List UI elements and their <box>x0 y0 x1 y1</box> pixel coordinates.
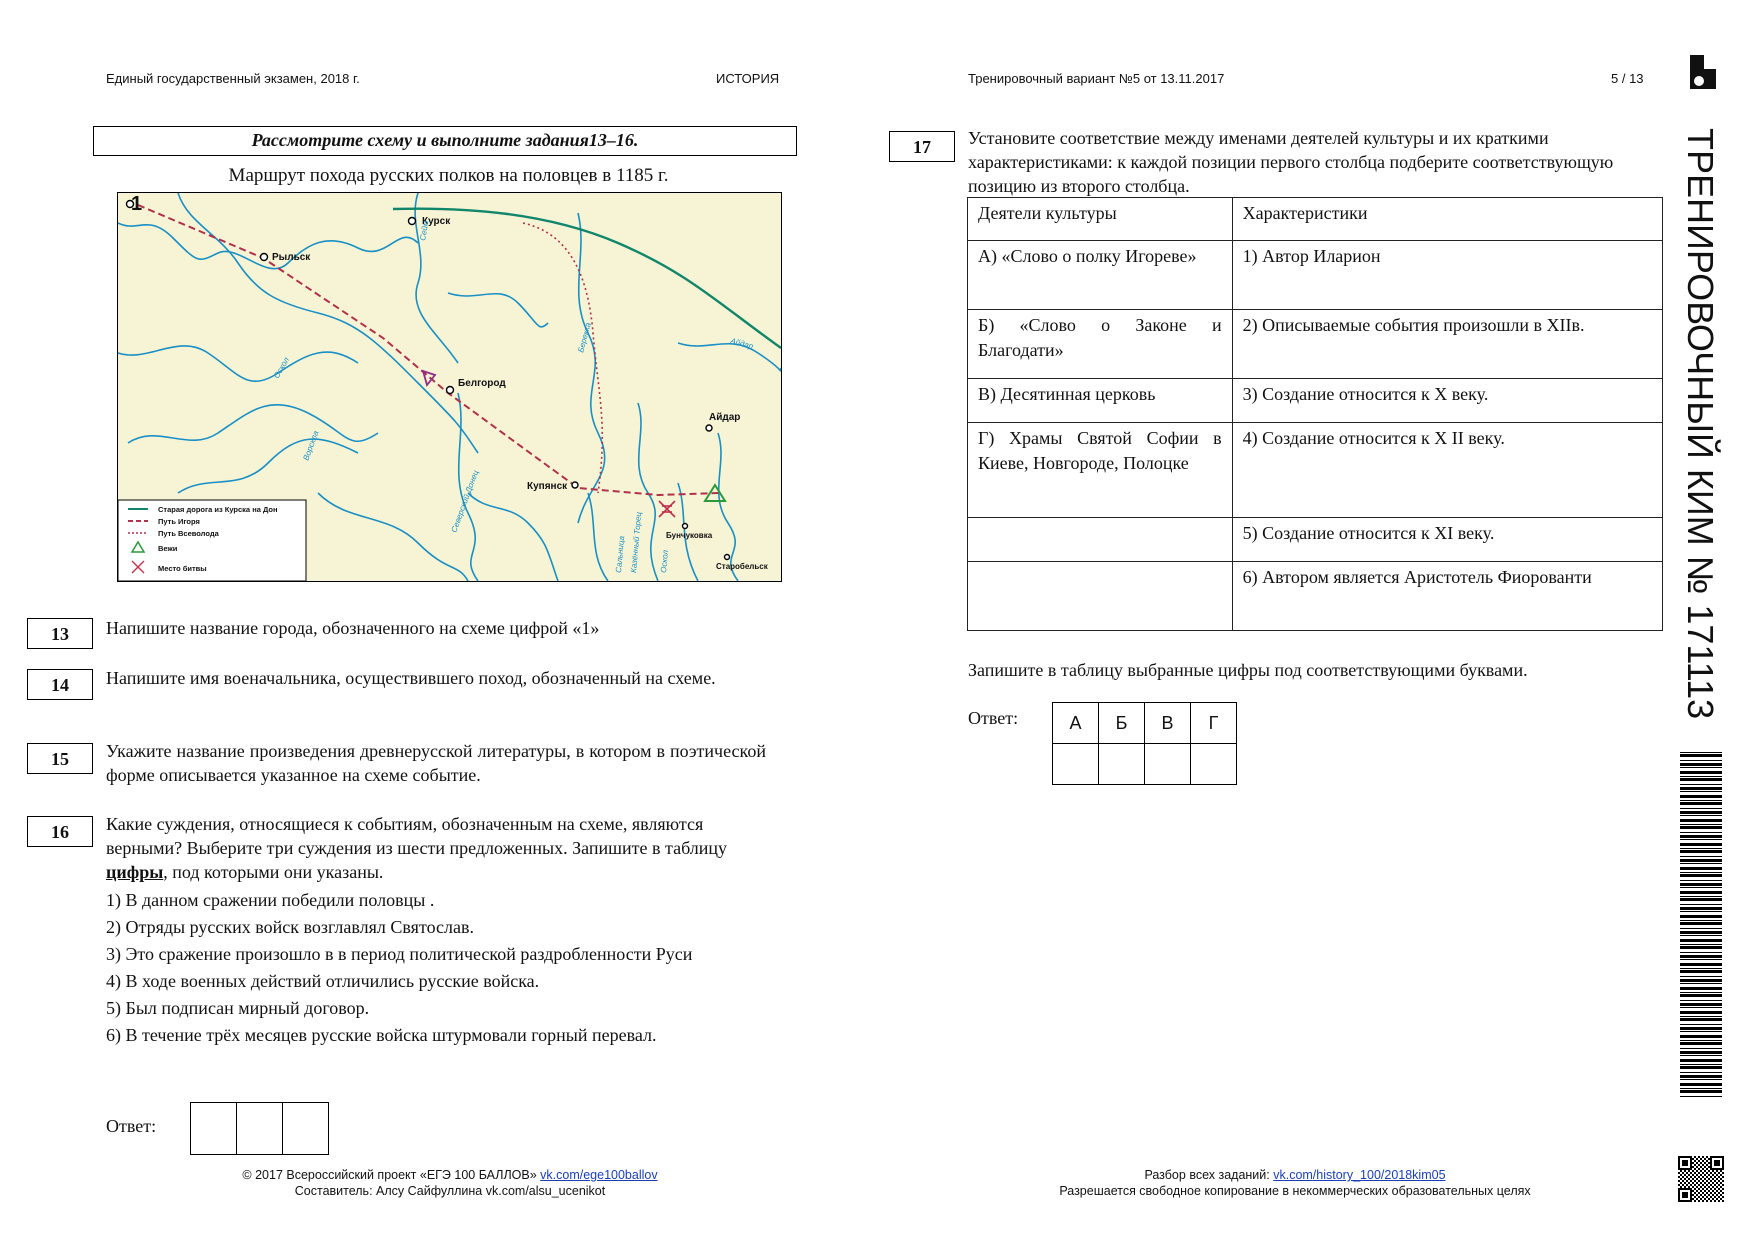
table-cell: 5) Создание относится к XI веку. <box>1232 518 1662 562</box>
matching-table <box>967 197 1663 631</box>
vsevolod-path-line <box>523 223 602 493</box>
legend-item: Место битвы <box>158 564 207 573</box>
river-label: Оскол <box>271 355 292 380</box>
answer-letter: В <box>1145 703 1191 744</box>
footer-link-ege100[interactable]: vk.com/ege100ballov <box>540 1168 658 1182</box>
answer-grid-16 <box>190 1102 329 1155</box>
column-header: Деятели культуры <box>968 198 1233 241</box>
task-17-instruction: Запишите в таблицу выбранные цифры под соответствующими буквами. <box>968 660 1528 680</box>
task-number-17: 17 <box>889 131 955 162</box>
footer-left: © 2017 Всероссийский проект «ЕГЭ 100 БАЛЛОВ» vk.com/ege100ballov Составитель: Алсу Сайфуллина vk.com/alsu_ucenikot <box>242 1168 658 1198</box>
option-item: 2) Отряды русских войск возглавлял Святослав. <box>106 917 474 937</box>
task-number-13: 13 <box>27 618 93 649</box>
task-13-text: Напишите название города, обозначенного на схеме цифрой «1» <box>106 618 600 638</box>
corner-mark-icon <box>1690 55 1716 89</box>
option-item: 4) В ходе военных действий отличились русские войска. <box>106 971 540 991</box>
city-label: Старобельск <box>716 562 768 571</box>
answer-letter: Г <box>1191 703 1237 744</box>
barcode-icon <box>1680 752 1722 1098</box>
city-label: Рыльск <box>272 252 311 263</box>
answer-cell[interactable] <box>237 1103 283 1155</box>
qr-code-icon <box>1678 1156 1724 1202</box>
footer-right: Разбор всех заданий: vk.com/history_100/2018kim05 Разрешается свободное копирование в некоммерческих образовательных целях <box>1059 1168 1531 1198</box>
city-label: Бунчуковка <box>666 531 713 540</box>
header-variant: Тренировочный вариант №5 от 13.11.2017 <box>968 71 1225 86</box>
answer-label-17: Ответ: <box>968 708 1019 728</box>
table-cell: 4) Создание относится к X II веку. <box>1232 423 1662 518</box>
answer-cell[interactable] <box>1099 744 1145 785</box>
table-cell: 3) Создание относится к X веку. <box>1232 379 1662 423</box>
task-16-text: Какие суждения, относящиеся к событиям, обозначенным на схеме, являются верными? Выберите три суждения из шести предложенных. Запишите в таблицу цифры, под которыми они указаны. <box>106 814 728 882</box>
river-label: Казённый Торец <box>629 511 644 574</box>
answer-letter: Б <box>1099 703 1145 744</box>
answer-cell[interactable] <box>1191 744 1237 785</box>
footer-link-analysis[interactable]: vk.com/history_100/2018kim05 <box>1273 1168 1446 1182</box>
digits-emphasis: цифры <box>106 862 164 882</box>
task-number-14: 14 <box>27 669 93 700</box>
header-exam-title: Единый государственный экзамен, 2018 г. <box>106 71 360 86</box>
task-number-16: 16 <box>27 816 93 847</box>
answer-cell[interactable] <box>1145 744 1191 785</box>
map-legend <box>118 500 306 581</box>
table-cell: 6) Автором является Аристотель Фиорованти <box>1232 562 1662 631</box>
legend-item: Вежи <box>158 544 178 553</box>
task-14-text: Напишите имя военачальника, осуществившего поход, обозначенный на схеме. <box>106 668 716 688</box>
table-cell <box>968 562 1233 631</box>
table-cell <box>968 518 1233 562</box>
city-label: Курск <box>422 216 451 227</box>
river-label: Северский Донец <box>449 469 481 534</box>
legend-item: Старая дорога из Курска на Дон <box>158 505 278 514</box>
river-label: Сальница <box>614 535 627 574</box>
header-subject: ИСТОРИЯ <box>716 71 780 86</box>
city-label: Купянск <box>527 481 568 492</box>
option-item: 3) Это сражение произошло в в период политической раздробленности Руси <box>106 944 693 964</box>
legend-item: Путь Всеволода <box>158 529 219 538</box>
answer-cell[interactable] <box>283 1103 329 1155</box>
table-cell: Б) «Слово о Законе и Благодати» <box>968 310 1233 379</box>
table-cell: А) «Слово о полку Игореве» <box>968 241 1233 310</box>
task-17-text: Установите соответствие между именами деятелей культуры и их краткими характеристиками: к каждой позиции первого столбца подберите соответствующую позицию из второго столбца. <box>968 128 1614 196</box>
option-item: 5) Был подписан мирный договор. <box>106 998 370 1018</box>
option-item: 1) В данном сражении победили половцы . <box>106 890 435 910</box>
legend-item: Путь Игоря <box>158 517 200 526</box>
answer-letter: А <box>1053 703 1099 744</box>
city-label: Белгород <box>458 378 506 389</box>
table-cell: 1) Автор Иларион <box>1232 241 1662 310</box>
river-label: Ворскла <box>301 429 321 462</box>
river-label: Айдар <box>729 336 755 351</box>
answer-cell[interactable] <box>191 1103 237 1155</box>
option-item: 6) В течение трёх месяцев русские войска штурмовали горный перевал. <box>106 1025 657 1045</box>
table-cell: Г) Храмы Святой Софии в Киеве, Новгороде, Полоцке <box>968 423 1233 518</box>
answer-cell[interactable] <box>1053 744 1099 785</box>
map-marker-1: 1 <box>131 193 143 215</box>
battle-site-icon <box>659 501 675 517</box>
instruction-box: Рассмотрите схему и выполните задания13–16. <box>93 126 797 156</box>
table-cell: В) Десятинная церковь <box>968 379 1233 423</box>
column-header: Характеристики <box>1232 198 1662 241</box>
river-label: Берекка <box>576 321 593 354</box>
side-title-vertical: ТРЕНИРОВОЧНЫЙ КИМ № 171113 <box>1680 128 1721 720</box>
route-map <box>117 192 782 582</box>
map-title: Маршрут похода русских полков на половцев в 1185 г. <box>228 165 669 186</box>
task-number-15: 15 <box>27 743 93 774</box>
task-16-options <box>106 887 766 1049</box>
task-15-text: Укажите название произведения древнерусской литературы, в котором в поэтической форме описывается указанное на схеме событие. <box>106 741 766 785</box>
header-page-number: 5 / 13 <box>1611 71 1644 86</box>
table-cell: 2) Описываемые события произошли в XIIв. <box>1232 310 1662 379</box>
answer-grid-17 <box>1052 702 1237 785</box>
river-label: Сейм <box>418 219 431 242</box>
answer-label-16: Ответ: <box>106 1116 157 1136</box>
river-label: Оскол <box>659 549 670 574</box>
city-label: Айдар <box>709 412 741 423</box>
